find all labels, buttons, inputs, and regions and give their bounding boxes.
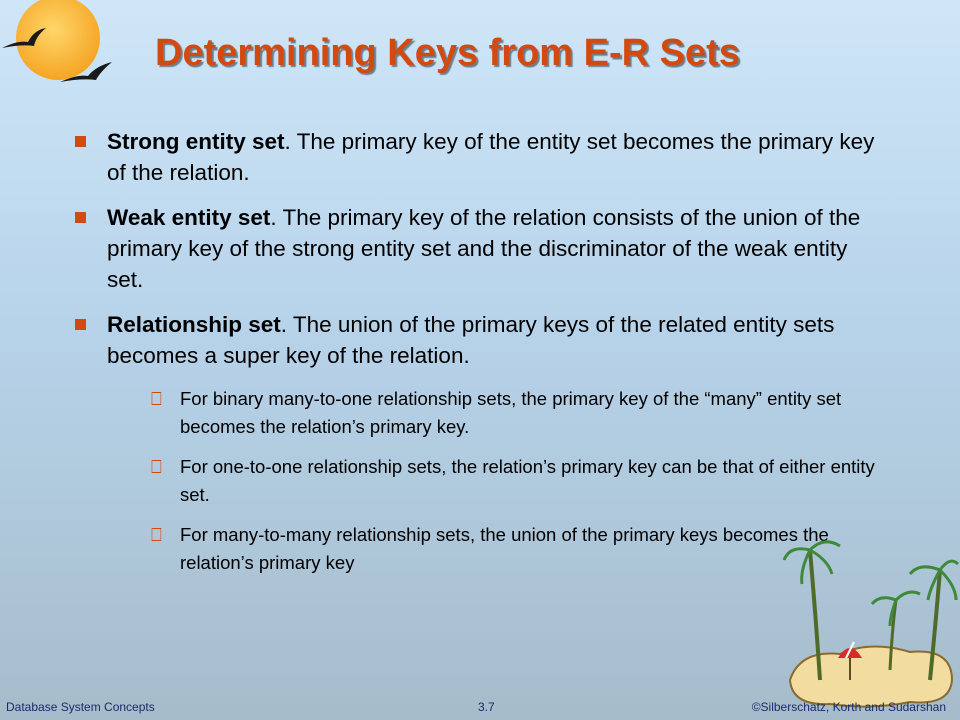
slide-title: Determining Keys from E-R Sets [155, 32, 740, 74]
bullet-lead: Relationship set [107, 312, 281, 337]
bullet-text: . The primary key of the entity set becomes the primary key of the relation. [107, 129, 875, 185]
sub-bullet-list [107, 385, 875, 577]
footer-book-title: Database System Concepts [6, 700, 155, 714]
hollow-square-bullet-icon: ⎕ [151, 389, 162, 409]
bullet-relationship-set [75, 309, 875, 577]
hollow-square-bullet-icon: ⎕ [151, 457, 162, 477]
sun-with-birds-icon [0, 0, 130, 95]
bullet-lead: Strong entity set [107, 129, 285, 154]
square-bullet-icon [75, 136, 86, 147]
sub-bullet-many-to-one [107, 385, 875, 441]
bullet-text: . The primary key of the relation consists of the union of the primary key of the strong entity set and the discriminator of the weak entity set. [107, 205, 861, 292]
sub-bullet-text: For many-to-many relationship sets, the union of the primary keys becomes the relation’s primary key [180, 524, 829, 573]
footer-page-number: 3.7 [478, 700, 495, 714]
square-bullet-icon [75, 212, 86, 223]
footer-copyright: ©Silberschatz, Korth and Sudarshan [751, 700, 946, 714]
sub-bullet-text: For one-to-one relationship sets, the relation’s primary key can be that of either entity set. [180, 456, 875, 505]
bullet-strong-entity-set [75, 126, 875, 188]
sub-bullet-many-to-many [107, 521, 875, 577]
slide-content [75, 126, 875, 591]
bullet-weak-entity-set [75, 202, 875, 295]
square-bullet-icon [75, 319, 86, 330]
palm-island-icon [780, 530, 960, 720]
bullet-lead: Weak entity set [107, 205, 271, 230]
sub-bullet-text: For binary many-to-one relationship sets, the primary key of the “many” entity set becomes the relation’s primary key. [180, 388, 842, 437]
hollow-square-bullet-icon: ⎕ [151, 525, 162, 545]
sub-bullet-one-to-one [107, 453, 875, 509]
bullet-text: . The union of the primary keys of the related entity sets becomes a super key of the relation. [107, 312, 835, 368]
